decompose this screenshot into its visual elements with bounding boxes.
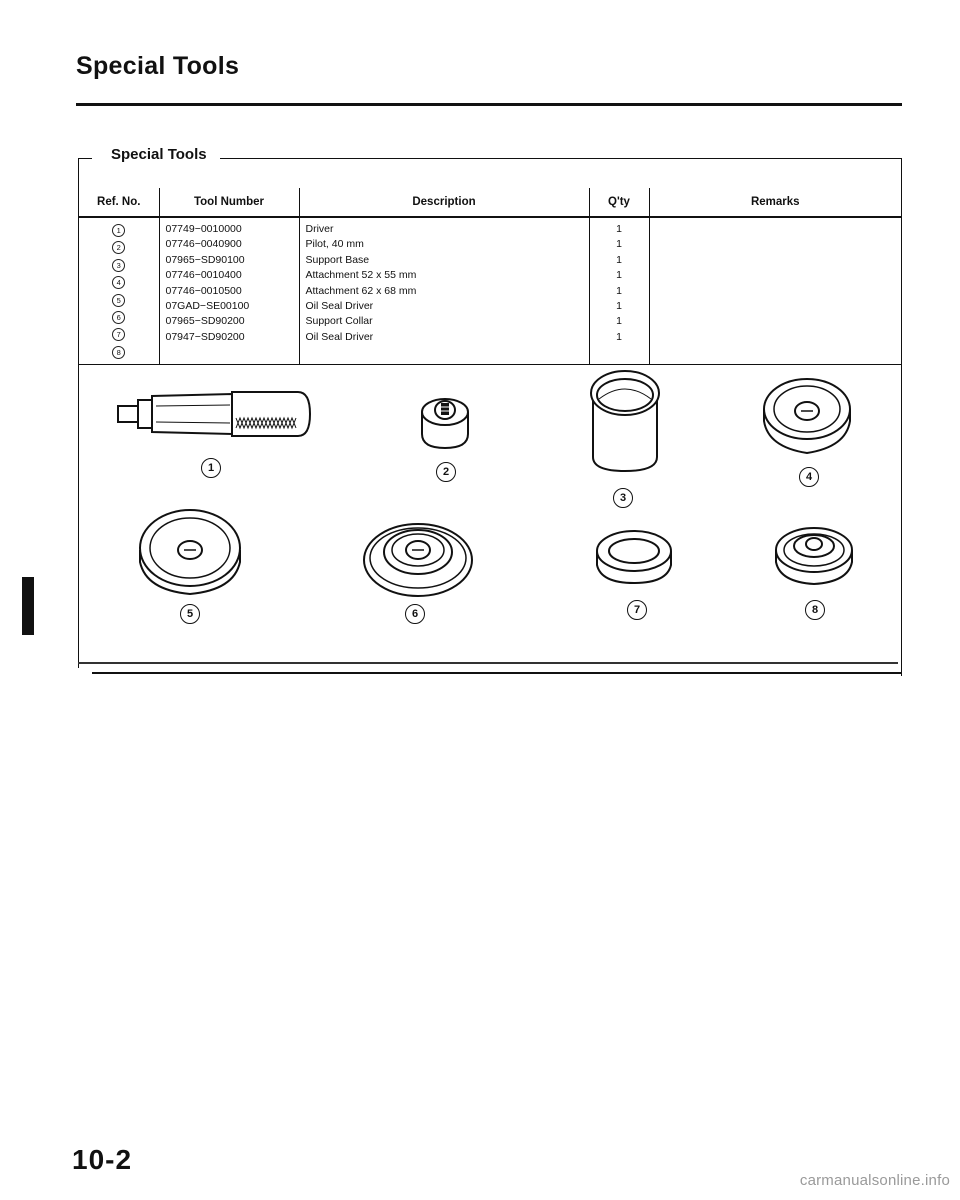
header-remarks: Remarks: [649, 188, 901, 217]
tool-number-cell: 07965−SD90100: [165, 253, 245, 266]
section-title: Special Tools: [106, 146, 212, 163]
ref-no-cell: 5: [112, 294, 125, 307]
qty-cell: 1: [616, 330, 622, 343]
ref-no-cell: 7: [112, 328, 125, 341]
ref-no-cell: 4: [112, 276, 125, 289]
figure-label: 7: [627, 600, 647, 620]
tool-number-cell: 07746−0010500: [165, 284, 242, 297]
watermark: carmanualsonline.info: [799, 1172, 950, 1189]
figure-label: 6: [405, 604, 425, 624]
figure-label: 1: [201, 458, 221, 478]
section-tab-marker: [22, 577, 34, 635]
qty-cell: 1: [616, 269, 622, 282]
ref-no-cell: 1: [112, 224, 125, 237]
tool-number-cell: 07749−0010000: [165, 223, 242, 235]
ref-no-cell: 6: [112, 311, 125, 324]
title-rule: [76, 103, 902, 106]
oil-seal-driver-small-icon: [772, 522, 856, 588]
description-cell: Pilot, 40 mm: [305, 238, 364, 251]
ref-no-cell: 8: [112, 346, 125, 359]
attachment-52-icon: [758, 375, 856, 457]
qty-cell: 1: [616, 238, 622, 251]
description-cell: Oil Seal Driver: [305, 300, 374, 313]
ref-no-cell: 2: [112, 241, 125, 254]
oil-seal-driver-icon: [360, 514, 476, 600]
qty-cell: 1: [616, 315, 622, 328]
header-ref-no: Ref. No.: [79, 188, 159, 217]
ref-no-column: [79, 217, 159, 365]
pilot-tool-icon: [418, 390, 472, 452]
header-tool-number: Tool Number: [159, 188, 299, 217]
special-tools-table: [79, 188, 901, 365]
tool-number-cell: 07GAD−SE00100: [165, 300, 250, 313]
tool-number-column: [159, 217, 299, 365]
frame-border-top-left: [78, 158, 92, 159]
figure-label: 8: [805, 600, 825, 620]
figure-label: 2: [436, 462, 456, 482]
description-cell: Support Base: [305, 253, 370, 266]
qty-cell: 1: [616, 253, 622, 266]
description-cell: Oil Seal Driver: [305, 330, 374, 343]
tool-number-cell: 07947−SD90200: [165, 330, 245, 343]
description-cell: Support Collar: [305, 315, 373, 328]
support-base-icon: [587, 365, 663, 477]
tool-number-cell: 07965−SD90200: [165, 315, 245, 328]
frame-shadow-line: [92, 672, 902, 674]
frame-border-bottom: [78, 662, 898, 664]
frame-border-top-right: [220, 158, 902, 159]
support-collar-icon: [593, 527, 675, 587]
qty-cell: 1: [616, 223, 622, 235]
remarks-cell: [649, 217, 901, 365]
description-column: [299, 217, 589, 365]
header-description: Description: [299, 188, 589, 217]
figure-label: 4: [799, 467, 819, 487]
description-cell: Driver: [305, 223, 334, 235]
figure-label: 5: [180, 604, 200, 624]
qty-cell: 1: [616, 300, 622, 313]
page-title: Special Tools: [76, 52, 240, 80]
frame-border-right: [901, 158, 902, 676]
figure-label: 3: [613, 488, 633, 508]
tool-number-cell: 07746−0040900: [165, 238, 242, 251]
tool-number-cell: 07746−0010400: [165, 269, 242, 282]
page-number: 10-2: [72, 1144, 133, 1175]
qty-cell: 1: [616, 284, 622, 297]
header-qty: Q'ty: [589, 188, 649, 217]
table-header-row: [79, 188, 901, 217]
qty-column: [589, 217, 649, 365]
attachment-62-icon: [136, 504, 244, 598]
ref-no-cell: 3: [112, 259, 125, 272]
table-row: [79, 217, 901, 365]
description-cell: Attachment 62 x 68 mm: [305, 284, 417, 297]
description-cell: Attachment 52 x 55 mm: [305, 269, 417, 282]
driver-tool-icon: [112, 384, 322, 446]
